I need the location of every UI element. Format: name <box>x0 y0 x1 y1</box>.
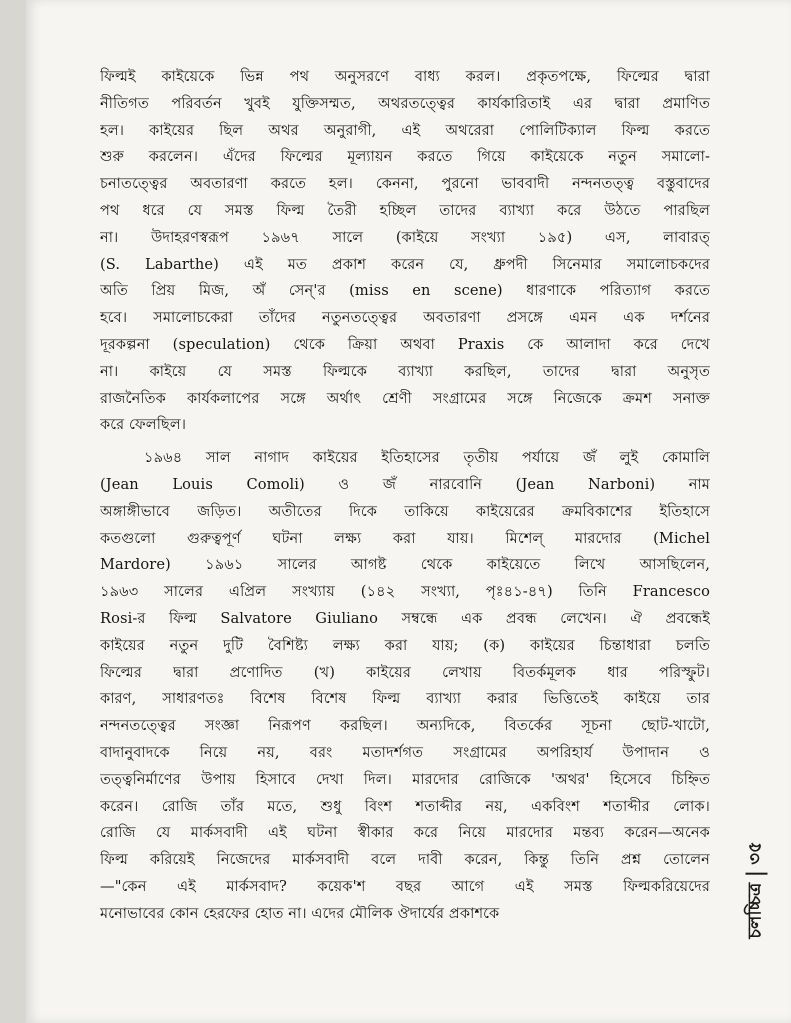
text-line: শুরু করলেন। এঁদের ফিল্মের মূল্যায়ন করতে গিয়ে কাইয়েকে নতুন সমালো- <box>100 148 710 166</box>
text-line: মনোভাবের কোন হেরফের হোত না। এদের মৌলিক ঔদার্যের প্রকাশকে <box>100 904 500 922</box>
text-line: রাজনৈতিক কার্যকলাপের সঙ্গে অর্থাৎ শ্রেণী সংগ্রামের সঙ্গে নিজেকে ক্রমশ সনাক্ত <box>100 389 710 407</box>
text-line: রোজি যে মার্কসবাদী এই ঘটনা স্বীকার করে নিয়ে মারদোর মন্তব্য করেন—অনেক <box>100 824 710 842</box>
text-line: ফিল্মের দ্বারা প্রণোদিত (খ) কাইয়ের লেখায় বিতর্কমূলক ধার পরিস্ফুট। <box>100 663 710 681</box>
text-line: কারণ, সাধারণতঃ বিশেষ বিশেষ ফিল্ম ব্যাখ্যা করার ভিত্তিতেই কাইয়ে তার <box>100 690 710 708</box>
text-line: অতি প্রিয় মিজ, অঁ সেন্'র (miss en scene) ধারণাকে পরিত্যাগ করতে <box>100 282 710 300</box>
text-line: কাইয়ের নতুন দুটি বৈশিষ্ট্য লক্ষ্য করা যায়; (ক) কাইয়ের চিন্তাধারা চলতি <box>100 636 710 654</box>
margin-footer <box>736 810 776 970</box>
text-line: Mardore) ১৯৬১ সালের আগষ্ট থেকে কাইয়েতে লিখে আসছিলেন, <box>100 556 710 574</box>
text-line: পথ ধরে যে সমস্ত ফিল্ম তৈরী হচ্ছিল তাদের ব্যাখ্যা করে উঠতে পারছিল <box>100 201 710 219</box>
text-line: হল। কাইয়ের ছিল অথর অনুরাগী, এই অথরেরা পোলিটিক্যাল ফিল্ম করতে <box>100 121 710 139</box>
text-line: না। কাইয়ে যে সমস্ত ফিল্মকে ব্যাখ্যা করছিল, তাদের দ্বারা অনুসৃত <box>100 362 710 380</box>
separator-bar <box>745 873 767 875</box>
text-line: (Jean Louis Comoli) ও জঁ নারবোনি (Jean Narboni) নাম <box>100 475 710 493</box>
text-line: (S. Labarthe) এই মত প্রকাশ করেন যে, ধ্রুপদী সিনেমার সমালোচকদের <box>100 255 710 273</box>
book-page <box>26 0 791 1023</box>
text-line: বাদানুবাদকে নিয়ে নয়, বরং মতাদর্শগত সংগ্রামের অপরিহার্য উপাদান ও <box>100 743 710 761</box>
text-line: করেন। রোজি তাঁর মতে, শুধু বিংশ শতাব্দীর নয়, একবিংশ শতাব্দীর লোক। <box>100 797 710 815</box>
text-line: কতগুলো গুরুত্বপূর্ণ ঘটনা লক্ষ্য করা যায়। মিশেল্ মারদোর (Michel <box>100 529 710 547</box>
text-line: নন্দনতত্ত্বের সংজ্ঞা নিরূপণ করছিল। অন্যদিকে, বিতর্কের সূচনা ছোট-খাটো, <box>100 717 710 735</box>
text-line: না। উদাহরণস্বরূপ ১৯৬৭ সালে (কাইয়ে সংখ্যা ১৯৫) এস, লাবারত্ <box>100 228 710 246</box>
text-line: ১৯৬৪ সাল নাগাদ কাইয়ের ইতিহাসের তৃতীয় পর্যায়ে জঁ লুই কোমালি <box>144 449 710 467</box>
running-head: চলচ্চিত্র <box>744 882 766 939</box>
paragraph <box>100 445 710 927</box>
text-line: নীতিগত পরিবর্তন খুবই যুক্তিসম্মত, অথরতত্ত্বের কার্যকারিতাই এর দ্বারা প্রমাণিত <box>100 94 710 112</box>
text-line: —"কেন এই মার্কসবাদ? কয়েক'শ বছর আগে এই সমস্ত ফিল্মকরিয়েদের <box>100 877 710 895</box>
text-line: ফিল্ম করিয়েই নিজেদের মার্কসবাদী বলে দাবী করেন, কিন্তু তিনি প্রশ্ন তোলেন <box>100 851 710 869</box>
text-line: Rosi-র ফিল্ম Salvatore Giuliano সম্বন্ধে এক প্রবন্ধ লেখেন। ঐ প্রবন্ধেই <box>100 609 710 627</box>
text-line: করে ফেলছিল। <box>100 416 187 434</box>
text-line: দূরকল্পনা (speculation) থেকে ক্রিয়া অথবা Praxis কে আলাদা করে দেখে <box>100 335 710 353</box>
text-line: ফিল্মই কাইয়েকে ভিন্ন পথ অনুসরণে বাধ্য করল। প্রকৃতপক্ষে, ফিল্মের দ্বারা <box>100 68 710 85</box>
text-line: হবে। সমালোচকেরা তাঁদের নতুনতত্ত্বের অবতারণা প্রসঙ্গে এমন এক দর্শনের <box>100 309 710 327</box>
text-line: অঙ্গাঙ্গীভাবে জড়িত। অতীতের দিকে তাকিয়ে কাইয়েরের ক্রমবিকাশের ইতিহাসে <box>100 502 710 520</box>
text-line: ১৯৬৩ সালের এপ্রিল সংখ্যায় (১৪২ সংখ্যা, পৃঃ৪১-৪৭) তিনি Francesco <box>100 583 710 601</box>
text-line: চনাতত্ত্বের অবতারণা করতে হল। কেননা, পুরনো ভাববাদী নন্দনতত্ত্ব বস্তুবাদের <box>100 175 710 193</box>
text-line: তত্ত্বনির্মাণের উপায় হিসাবে দেখা দিল। মারদোর রোজিকে 'অথর' হিসেবে চিহ্নিত <box>100 770 710 788</box>
paragraph <box>100 64 710 439</box>
body-text <box>100 64 710 928</box>
page-number: ৩৫ <box>744 841 766 865</box>
